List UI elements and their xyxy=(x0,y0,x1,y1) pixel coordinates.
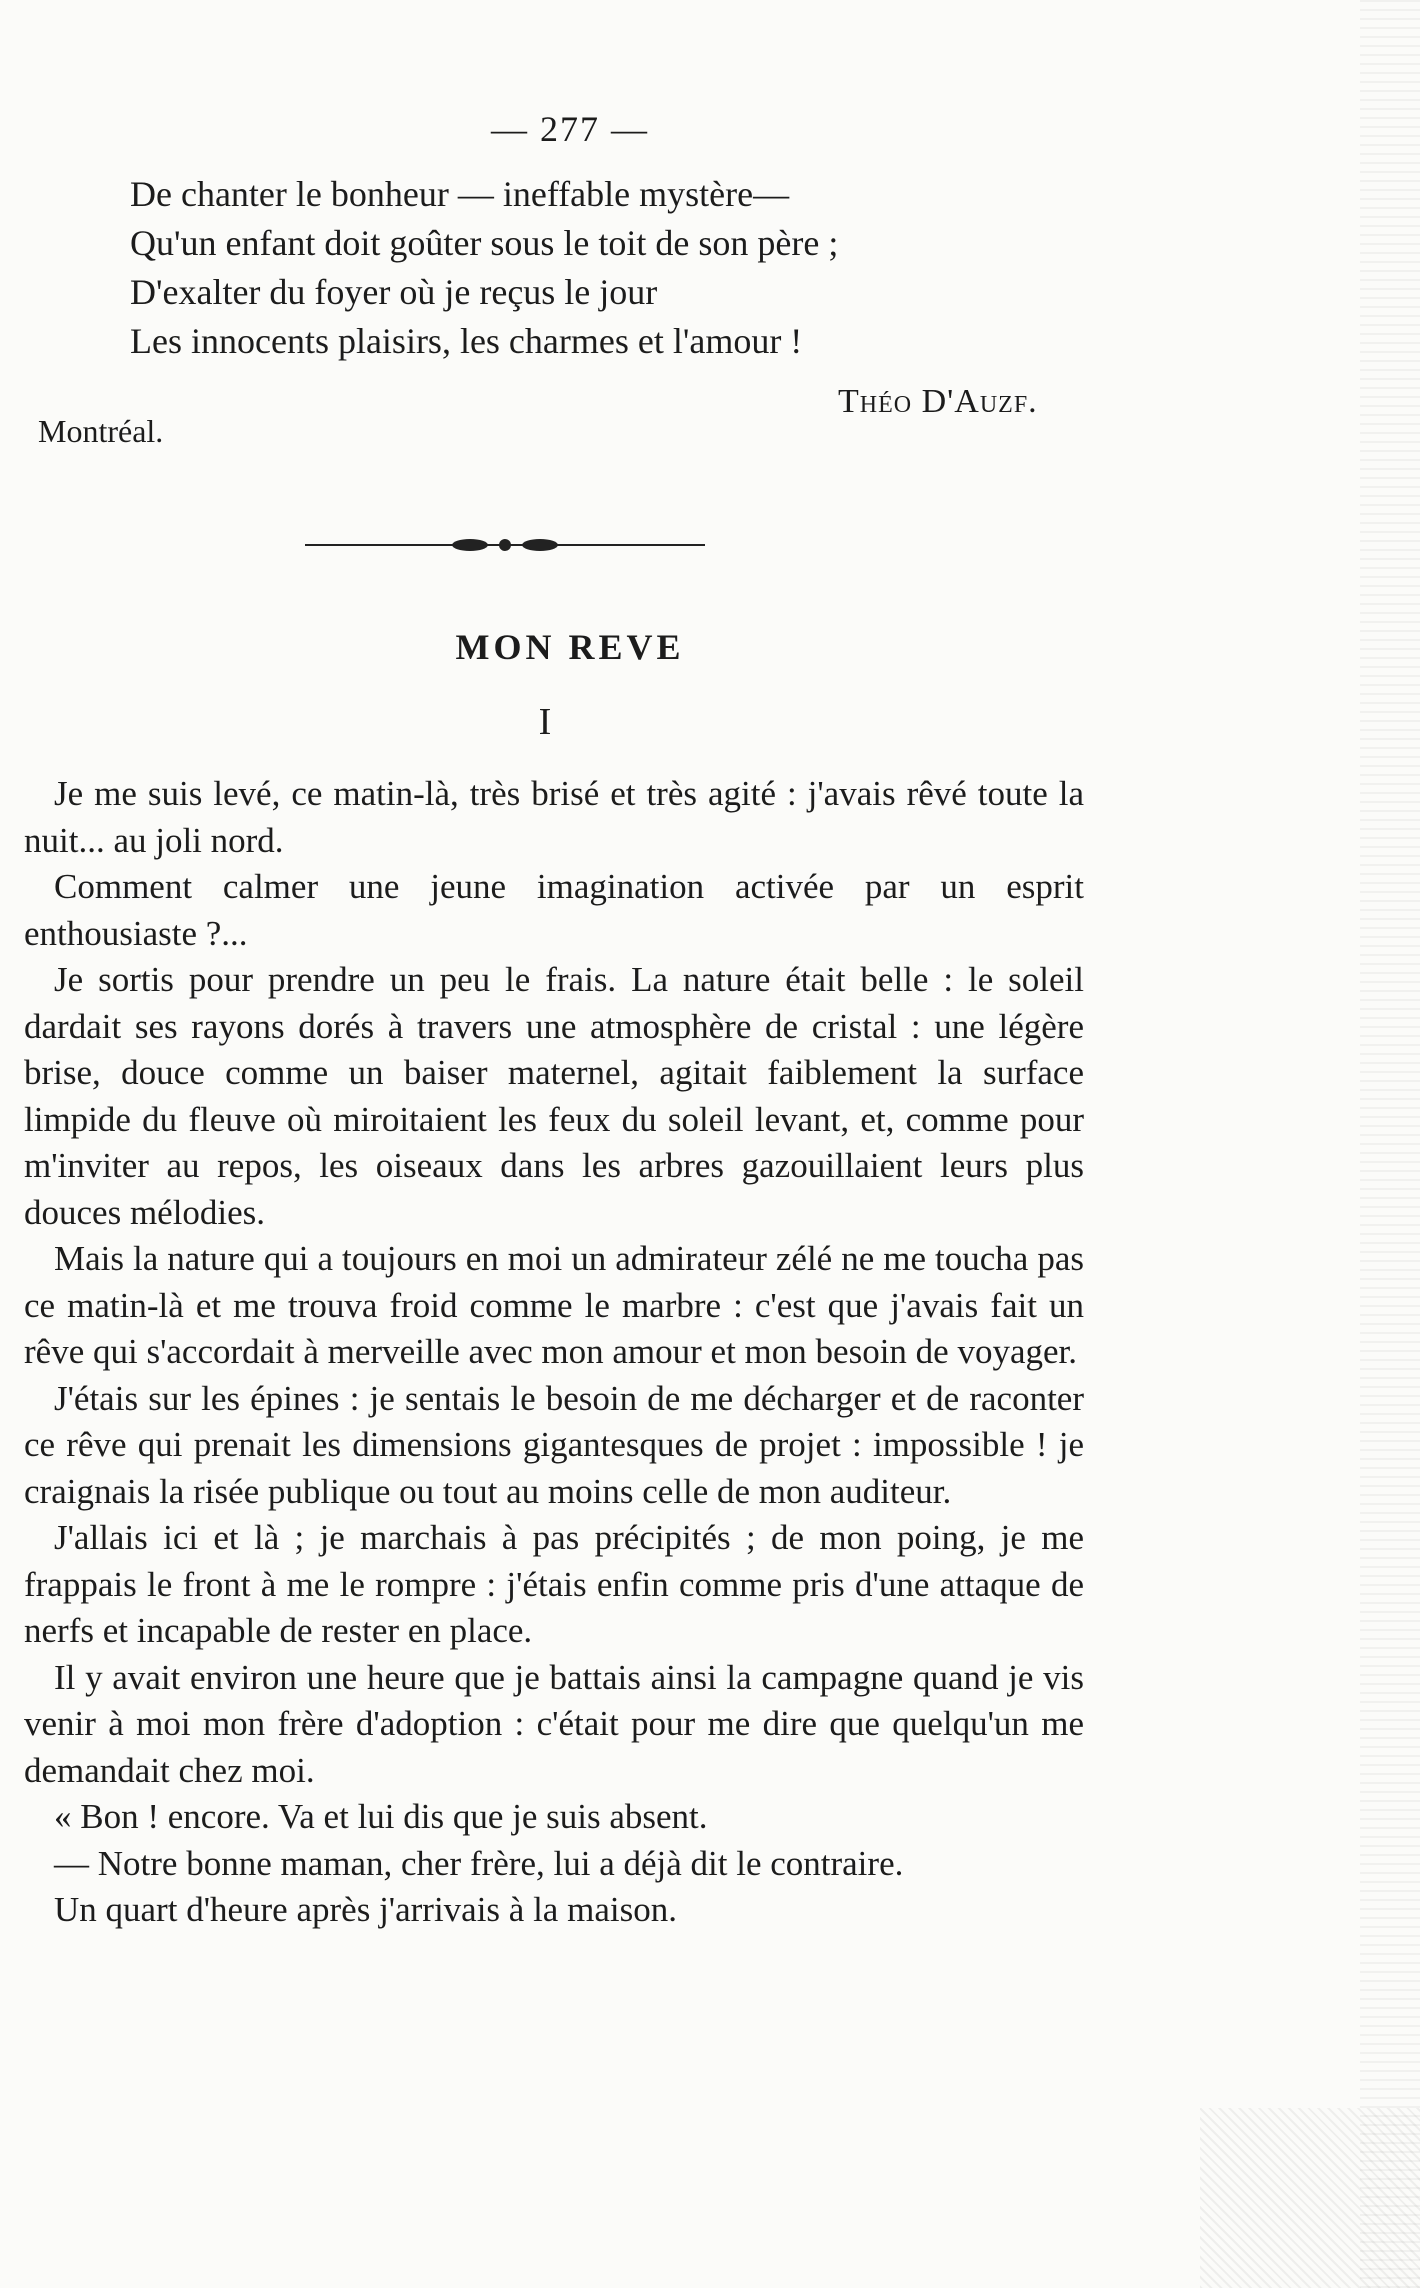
paragraph: J'étais sur les épines : je sentais le besoin de me décharger et de raconter ce rêve qui prenait les dimensions gigantesques de projet : impossible ! je craignais la risée publique ou tout au moins celle de mon auditeur. xyxy=(24,1378,1084,1511)
article-title: MON REVE xyxy=(455,627,685,667)
poem-line: Les innocents plaisirs, les charmes et l'amour ! xyxy=(130,321,803,361)
paragraph: Mais la nature qui a toujours en moi un admirateur zélé ne me toucha pas ce matin-là et me trouva froid comme le marbre : c'est que j'avais fait un rêve qui s'accordait à merveille avec mon amour et mon besoin de voyager. xyxy=(24,1239,1084,1371)
poem-line: Qu'un enfant doit goûter sous le toit de son père ; xyxy=(130,223,839,263)
poem-line: De chanter le bonheur — ineffable mystère— xyxy=(130,174,790,214)
page-edge-noise xyxy=(1360,0,1420,2288)
paragraph: — Notre bonne maman, cher frère, lui a déjà dit le contraire. xyxy=(54,1843,904,1883)
paragraph: Un quart d'heure après j'arrivais à la maison. xyxy=(54,1890,677,1929)
paragraph: Il y avait environ une heure que je battais ainsi la campagne quand je vis venir à moi mon frère d'adoption : c'était pour me dire que quelqu'un me demandait chez moi. xyxy=(24,1657,1084,1790)
paragraph: J'allais ici et là ; je marchais à pas précipités ; de mon poing, je me frappais le front à me le rompre : j'étais enfin comme pris d'une attaque de nerfs et incapable de rester en place. xyxy=(24,1518,1084,1650)
poem xyxy=(130,170,838,366)
paragraph: Comment calmer une jeune imagination activée par un esprit enthousiaste ?... xyxy=(24,867,1084,953)
paragraph: « Bon ! encore. Va et lui dis que je suis absent. xyxy=(54,1797,708,1836)
article-body xyxy=(24,771,1084,1934)
poem-line: D'exalter du foyer où je reçus le jour xyxy=(130,272,658,312)
ornament-divider xyxy=(305,530,705,560)
page-corner-noise xyxy=(1200,2108,1420,2288)
paragraph: Je me suis levé, ce matin-là, très brisé et très agité : j'avais rêvé toute la nuit... au joli nord. xyxy=(24,774,1084,860)
poem-signature: Théo D'Auzf. xyxy=(838,383,1038,420)
poem-place: Montréal. xyxy=(38,413,164,449)
section-number: I xyxy=(538,701,552,743)
page-number: — 277 — xyxy=(491,109,649,149)
paragraph: Je sortis pour prendre un peu le frais. La nature était belle : le soleil dardait ses rayons dorés à travers une atmosphère de cristal : une légère brise, douce comme un baiser maternel, agitait faiblement la surface limpide du fleuve où miroitaient les feux du soleil levant, et, comme pour m'inviter au repos, les oiseaux dans les arbres gazouillaient leurs plus douces mélodies. xyxy=(24,960,1084,1232)
